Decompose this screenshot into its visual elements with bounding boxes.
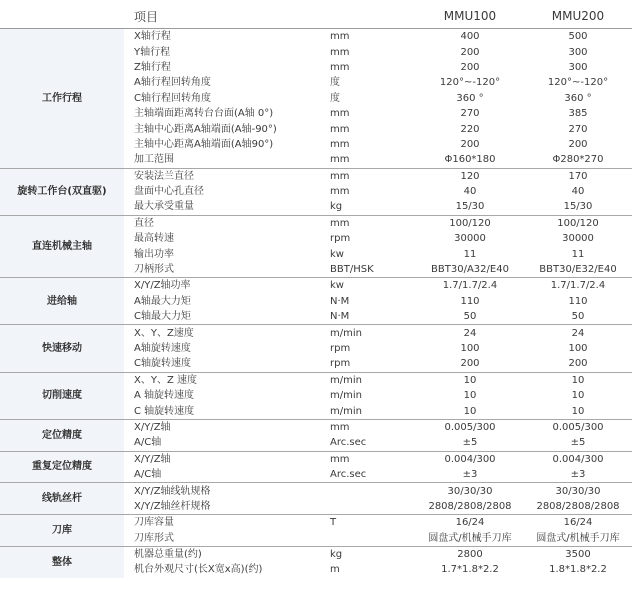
spec-value-mmu200: 0.005/300	[524, 419, 632, 435]
spec-value-mmu100: 270	[460, 108, 480, 120]
category-label: 线轨丝杆	[0, 483, 124, 515]
spec-unit: N·M	[330, 295, 350, 307]
spec-value-mmu100: 40	[463, 186, 477, 198]
spec-row	[0, 483, 632, 499]
spec-value-mmu100: 200	[460, 138, 480, 150]
spec-value-mmu200: 200	[568, 138, 588, 150]
spec-value-mmu200: 10	[571, 390, 585, 402]
spec-value-mmu100: ±3	[462, 469, 478, 481]
spec-value-mmu100: 2800	[416, 546, 524, 562]
spec-value-mmu100: BBT30/A32/E40	[431, 264, 509, 276]
spec-value-mmu100: 24	[416, 325, 524, 341]
spec-unit: mm	[330, 186, 350, 198]
spec-item: X/Y/Z轴	[124, 419, 324, 435]
spec-value-mmu200: 270	[568, 123, 588, 135]
spec-value-mmu100: 200	[460, 46, 480, 58]
spec-value-mmu200: 200	[568, 358, 588, 370]
spec-item: A/C轴	[134, 469, 162, 481]
spec-item: A轴旋转速度	[134, 343, 191, 354]
spec-item: C轴旋转速度	[134, 358, 191, 370]
spec-item: 最高转速	[134, 233, 174, 245]
category-label: 重复定位精度	[0, 451, 124, 483]
header-unit-blank	[324, 4, 416, 29]
spec-value-mmu200: 300	[568, 61, 588, 73]
spec-value-mmu200: 500	[568, 31, 588, 43]
spec-unit	[324, 531, 416, 547]
spec-row	[0, 372, 632, 388]
spec-item: 刀柄形式	[134, 264, 174, 276]
spec-item: X轴行程	[134, 31, 171, 43]
spec-value-mmu100: 圆盘式/机械手刀库	[428, 532, 512, 544]
spec-unit: 度	[330, 77, 340, 89]
spec-value-mmu100: 360 °	[456, 92, 484, 104]
spec-value-mmu200: 40	[571, 186, 585, 198]
spec-item: 刀库容量	[124, 515, 324, 531]
spec-table-header	[0, 4, 632, 29]
spec-unit: m/min	[330, 405, 362, 417]
spec-value-mmu200: 385	[568, 108, 588, 120]
spec-unit: Arc.sec	[330, 469, 367, 481]
category-label: 直连机械主轴	[0, 215, 124, 278]
spec-unit: mm	[330, 31, 350, 43]
spec-value-mmu100: 100	[460, 343, 480, 354]
spec-unit: rpm	[330, 233, 351, 245]
header-category-blank	[0, 4, 124, 29]
spec-value-mmu100: 1.7/1.7/2.4	[416, 278, 524, 294]
spec-unit: mm	[324, 168, 416, 184]
spec-unit: rpm	[330, 343, 351, 354]
spec-value-mmu100: 0.005/300	[416, 419, 524, 435]
spec-value-mmu200: 0.004/300	[524, 451, 632, 467]
spec-value-mmu200: 100	[568, 343, 588, 354]
spec-value-mmu200: 圆盘式/机械手刀库	[536, 532, 620, 544]
spec-value-mmu100: 120°~-120°	[439, 77, 501, 89]
category-label: 刀库	[0, 515, 124, 547]
spec-item: Z轴行程	[134, 61, 171, 73]
spec-unit: kg	[324, 546, 416, 562]
spec-item: X、Y、Z 速度	[124, 372, 324, 388]
spec-value-mmu200: 11	[571, 248, 585, 260]
header-model-mmu100: MMU100	[416, 4, 524, 29]
spec-value-mmu200: 3500	[524, 546, 632, 562]
spec-row	[0, 278, 632, 294]
spec-value-mmu100: 11	[463, 248, 477, 260]
spec-item: 安装法兰直径	[124, 168, 324, 184]
spec-unit: mm	[330, 108, 350, 120]
spec-unit: N·M	[330, 311, 350, 323]
spec-unit: m/min	[324, 372, 416, 388]
category-label: 快速移动	[0, 325, 124, 372]
spec-item: C轴行程回转角度	[134, 92, 211, 104]
spec-item: A轴行程回转角度	[134, 77, 211, 89]
spec-unit: mm	[324, 419, 416, 435]
spec-value-mmu200: 30000	[562, 233, 594, 245]
spec-unit	[324, 483, 416, 499]
spec-value-mmu100: 30/30/30	[416, 483, 524, 499]
spec-unit: m/min	[324, 325, 416, 341]
spec-value-mmu100: 10	[463, 390, 477, 402]
spec-item: C 轴旋转速度	[134, 405, 195, 417]
category-label: 整体	[0, 546, 124, 577]
spec-unit: rpm	[330, 358, 351, 370]
spec-row	[0, 419, 632, 435]
spec-item: A 轴旋转速度	[134, 390, 195, 402]
spec-unit: kw	[324, 278, 416, 294]
spec-item: 刀库形式	[134, 532, 174, 544]
spec-value-mmu200: 100/120	[524, 215, 632, 231]
spec-value-mmu100: 2808/2808/2808	[428, 500, 512, 512]
spec-item: C轴最大力矩	[134, 311, 191, 323]
spec-unit: kg	[330, 201, 343, 213]
spec-row	[0, 29, 632, 45]
header-item: 项目	[124, 4, 324, 29]
spec-value-mmu200: ±5	[570, 437, 586, 449]
spec-item: 主轴端面距离转台台面(A轴 0°)	[134, 108, 274, 120]
spec-value-mmu100: 16/24	[416, 515, 524, 531]
spec-value-mmu200: Φ280*270	[552, 154, 604, 166]
spec-value-mmu200: ±3	[570, 469, 586, 481]
spec-unit: m/min	[330, 390, 362, 402]
spec-item: A/C轴	[134, 437, 162, 449]
spec-value-mmu100: 10	[463, 405, 477, 417]
spec-row	[0, 546, 632, 562]
spec-value-mmu200: 15/30	[563, 201, 593, 213]
spec-value-mmu200: 50	[571, 311, 585, 323]
spec-row	[0, 215, 632, 231]
spec-row	[0, 325, 632, 341]
spec-unit: mm	[324, 215, 416, 231]
spec-value-mmu100: 200	[460, 61, 480, 73]
spec-value-mmu100: 120	[416, 168, 524, 184]
spec-value-mmu200: 16/24	[524, 515, 632, 531]
spec-item: X、Y、Z速度	[124, 325, 324, 341]
spec-unit: m	[330, 564, 340, 576]
spec-item: 盘面中心孔直径	[134, 186, 204, 198]
spec-item: 主轴中心距离A轴端面(A轴-90°)	[134, 123, 277, 135]
spec-unit: mm	[330, 61, 350, 73]
spec-item: X/Y/Z轴线轨规格	[124, 483, 324, 499]
spec-row	[0, 451, 632, 467]
header-model-mmu200: MMU200	[524, 4, 632, 29]
category-label: 旋转工作台(双直驱)	[0, 168, 124, 215]
spec-value-mmu100: 400	[460, 31, 480, 43]
spec-row	[0, 515, 632, 531]
spec-item: X/Y/Z轴丝杆规格	[134, 500, 211, 512]
spec-unit: mm	[330, 154, 350, 166]
spec-unit: T	[324, 515, 416, 531]
spec-item: Y轴行程	[134, 46, 171, 58]
spec-unit: kw	[330, 248, 344, 260]
category-label: 切削速度	[0, 372, 124, 419]
spec-value-mmu100: Φ160*180	[444, 154, 496, 166]
spec-value-mmu200: 1.7/1.7/2.4	[524, 278, 632, 294]
spec-item: 输出功率	[134, 248, 174, 260]
spec-value-mmu200: 170	[524, 168, 632, 184]
spec-item: 主轴中心距离A轴端面(A轴90°)	[134, 138, 274, 150]
category-label: 工作行程	[0, 29, 124, 169]
spec-value-mmu200: 1.8*1.8*2.2	[549, 564, 607, 576]
spec-value-mmu100: 15/30	[455, 201, 485, 213]
spec-unit: BBT/HSK	[330, 264, 374, 276]
spec-value-mmu100: 10	[416, 372, 524, 388]
spec-item: X/Y/Z轴	[124, 451, 324, 467]
spec-value-mmu200: 30/30/30	[524, 483, 632, 499]
spec-item: A轴最大力矩	[134, 295, 191, 307]
spec-value-mmu100: 30000	[454, 233, 486, 245]
spec-unit: mm	[330, 123, 350, 135]
spec-table	[0, 4, 632, 578]
spec-value-mmu200: 10	[524, 372, 632, 388]
spec-value-mmu200: 110	[568, 295, 588, 307]
spec-item: X/Y/Z轴功率	[124, 278, 324, 294]
spec-table-body	[0, 29, 632, 578]
spec-value-mmu100: 0.004/300	[416, 451, 524, 467]
spec-value-mmu200: 24	[524, 325, 632, 341]
spec-value-mmu100: 1.7*1.8*2.2	[441, 564, 499, 576]
category-label: 定位精度	[0, 419, 124, 451]
spec-unit	[324, 499, 416, 515]
spec-value-mmu200: 120°~-120°	[547, 77, 609, 89]
spec-item: 最大承受重量	[134, 201, 194, 213]
spec-value-mmu200: 2808/2808/2808	[536, 500, 620, 512]
spec-value-mmu100: 110	[460, 295, 480, 307]
spec-value-mmu200: 10	[571, 405, 585, 417]
spec-value-mmu200: 360 °	[564, 92, 592, 104]
spec-value-mmu200: BBT30/E32/E40	[539, 264, 617, 276]
spec-row	[0, 168, 632, 184]
category-label: 进给轴	[0, 278, 124, 325]
spec-unit: mm	[330, 138, 350, 150]
spec-unit: Arc.sec	[330, 437, 367, 449]
spec-value-mmu100: ±5	[462, 437, 478, 449]
spec-value-mmu200: 300	[568, 46, 588, 58]
spec-value-mmu100: 50	[463, 311, 477, 323]
spec-value-mmu100: 200	[460, 358, 480, 370]
spec-unit: mm	[324, 451, 416, 467]
spec-unit: mm	[330, 46, 350, 58]
spec-value-mmu100: 220	[460, 123, 480, 135]
spec-item: 直径	[124, 215, 324, 231]
spec-unit: 度	[330, 92, 340, 104]
spec-value-mmu100: 100/120	[416, 215, 524, 231]
spec-item: 机台外观尺寸(长X宽x高)(约)	[134, 564, 263, 576]
spec-item: 加工范围	[134, 154, 174, 166]
spec-item: 机器总重量(约)	[124, 546, 324, 562]
